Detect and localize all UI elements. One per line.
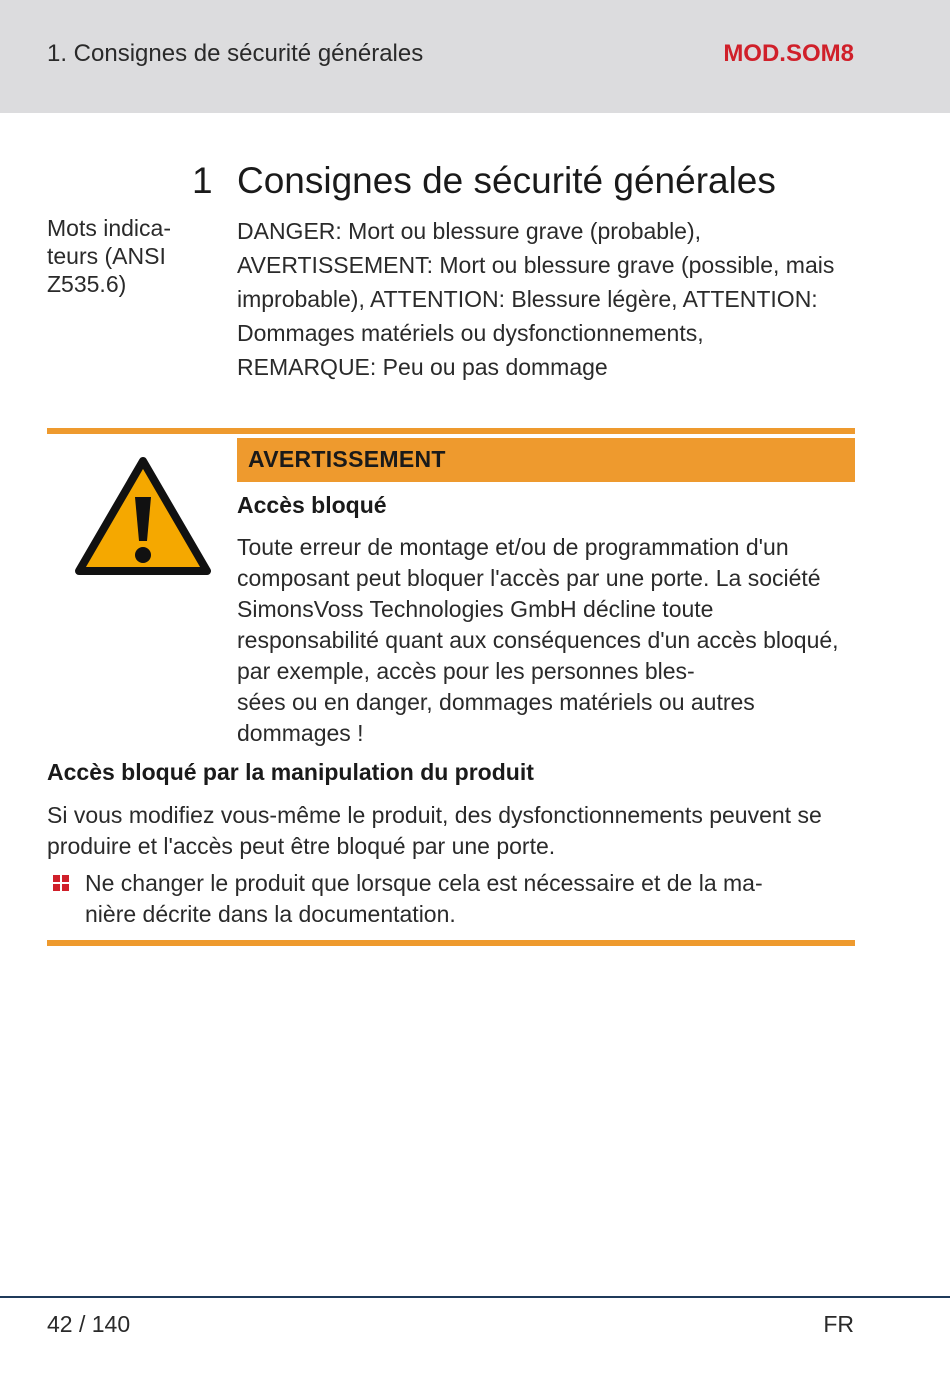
signal-words-text: DANGER: Mort ou blessure grave (probable), AVERTISSEMENT: Mort ou blessure grave (possible, mais improbable), ATTENTION: Blessure légère, ATTENTION: Dommages matériels ou dysfonctionnements, REMARQUE: Peu ou pas dommage: [237, 218, 835, 380]
warning-heading: Accès bloqué: [237, 492, 387, 518]
running-header: [0, 0, 950, 113]
chapter-number: 1: [192, 160, 213, 201]
page-number: 42 / 140: [47, 1311, 131, 1337]
language-code: FR: [823, 1311, 854, 1337]
footer-rule: [0, 1296, 950, 1298]
bullet-item: Ne changer le produit que lorsque cela est nécessaire et de la ma- nière décrite dans la documentation.: [85, 870, 763, 927]
warning-triangle-icon: [75, 455, 211, 577]
warning-bottom-rule: [47, 940, 855, 946]
warning-body: Toute erreur de montage et/ou de programmation d'un composant peut bloquer l'accès par une porte. La société SimonsVoss Technologies GmbH décline toute responsabilité quant aux conséquences d'un accès bloqué, par exemple, accès pour les personnes bles- sées ou en danger, dommages matériels ou autres dommages !: [237, 534, 839, 746]
sub-heading: Accès bloqué par la manipulation du produit: [47, 759, 534, 785]
running-header-section-title: 1. Consignes de sécurité générales: [47, 40, 424, 67]
warning-signal-bar: [237, 438, 855, 482]
grid-bullet-icon: [53, 875, 69, 891]
sub-body: Si vous modifiez vous-même le produit, des dysfonctionnements peuvent se produire et l'accès peut être bloqué par une porte.: [47, 802, 822, 859]
warning-top-rule: [47, 428, 855, 434]
margin-note-signal-words: [47, 214, 197, 298]
product-code: MOD.SOM8: [723, 40, 854, 67]
margin-note-text: Mots indica- teurs (ANSI Z535.6): [47, 215, 171, 297]
warning-signal-word: AVERTISSEMENT: [248, 446, 446, 472]
chapter-title: Consignes de sécurité générales: [237, 160, 776, 201]
